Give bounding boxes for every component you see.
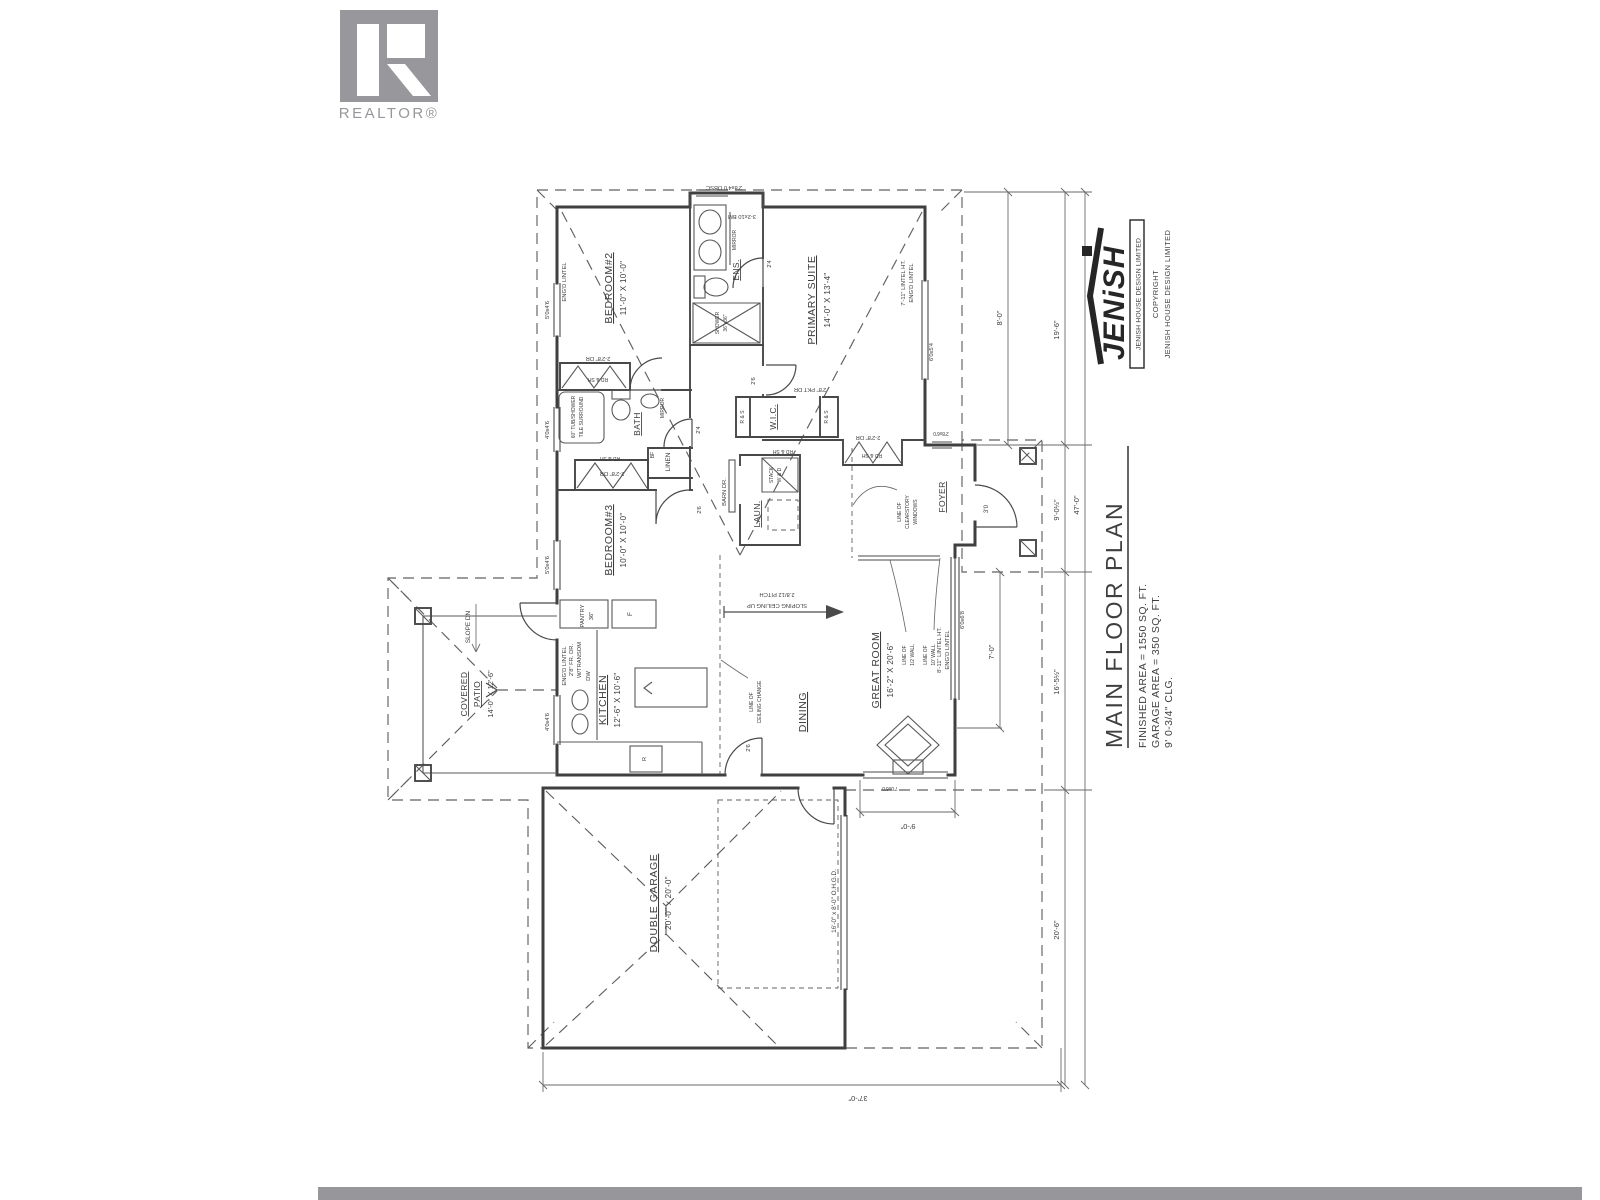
room-label-laundry: LAUN. xyxy=(752,500,762,528)
room-label-wic: W.I.C. xyxy=(768,404,778,430)
french-door-label-2: W/TRANSOM xyxy=(577,641,583,679)
closet-door-label-b2: 2-2'8" DR xyxy=(585,355,611,361)
door-size-ens: 2'4 xyxy=(767,260,773,268)
lintel-label-great-1: 8'-11" LINTEL HT. xyxy=(937,627,943,673)
stack-wd-label-2: W & D xyxy=(777,467,783,483)
room-size-garage: 20'-0" x 20'-0" xyxy=(664,876,673,930)
mirror-label-bath: MIRROR xyxy=(660,397,666,419)
tub-label-2: TILE SURROUND xyxy=(579,396,585,438)
dim-8-0: 8'-0" xyxy=(995,310,1004,326)
french-door-label-1: 2'8" FR. DR. xyxy=(569,643,575,677)
door-size-bath: 2'4 xyxy=(696,426,702,434)
room-label-bedroom2: BEDROOM#2 xyxy=(603,252,615,324)
realtor-label: REALTOR® xyxy=(338,105,440,122)
fridge-label: F xyxy=(627,612,634,616)
dim-7-0: 7'-0" xyxy=(987,644,996,660)
room-label-patio-2: PATIO xyxy=(472,680,482,708)
dim-19-6: 19'-6" xyxy=(1052,320,1061,340)
room-size-patio: 14'-0" X 12'-6" xyxy=(486,670,495,718)
shower-label-1: SHOWER xyxy=(715,311,721,335)
room-labels xyxy=(459,252,947,952)
window-size-foyer: 2'8x6'0 xyxy=(933,430,949,436)
sloping-ceiling-label-1: 2.8/12 PITCH xyxy=(759,591,795,597)
dim-37-0: 37'-0" xyxy=(848,1094,868,1103)
clearstory-label-1: LINE OF xyxy=(897,502,903,522)
room-size-primary: 14'-0" X 13'-4" xyxy=(823,272,832,328)
mirror-label-ens: MIRROR xyxy=(732,229,738,251)
dim-16-5-half: 16'-5½" xyxy=(1052,669,1061,695)
ceiling-change-label-1: LINE OF xyxy=(749,692,755,712)
ceiling-change-label-2: CEILING CHANGE xyxy=(757,680,763,724)
copyright-line-1: COPYRIGHT xyxy=(1151,269,1160,319)
room-size-bedroom2: 11'-0" X 10'-0" xyxy=(619,260,628,316)
jenish-logo-block xyxy=(1082,220,1172,368)
room-size-great-room: 16'-2" X 20'-6" xyxy=(886,642,895,698)
plan-title: MAIN FLOOR PLAN xyxy=(1101,500,1127,748)
clearstory-label-2: CLEARSTORY xyxy=(905,495,911,529)
realtor-logo-icon xyxy=(340,10,438,102)
dimension-labels xyxy=(848,310,1081,1103)
lintel-label-bed2: ENG'D LINTEL xyxy=(562,262,568,302)
plan-title-block xyxy=(1101,446,1175,748)
pantry-label: PANTRY xyxy=(580,604,586,628)
room-label-dining: DINING xyxy=(797,691,809,733)
window-size-kitchen: 4'0x4'6 xyxy=(545,712,551,732)
jenish-logo-subtext: JENISH HOUSE DESIGN LIMITED xyxy=(1135,237,1143,351)
window-size-great-tall: 6'0x6'8 xyxy=(960,610,966,630)
dim-9-0-half: 9'-0½" xyxy=(1052,499,1061,521)
lintel-label-great-2: ENG'D LINTEL xyxy=(945,630,951,670)
room-size-kitchen: 12'-6" X 10'-6" xyxy=(613,672,622,728)
room-label-foyer: FOYER xyxy=(937,481,947,513)
bifold-label-linen: BF xyxy=(650,451,656,459)
scan-edge-strip xyxy=(318,1187,1582,1200)
door-size-bedroom3: 2'6 xyxy=(697,506,703,514)
window-size-great-bottom: 7'0x6'0 xyxy=(882,785,898,791)
ten-wall-label-1: LINE OF xyxy=(923,645,929,665)
window-size-primary: 6'0x5'4 xyxy=(929,342,935,362)
door-swings xyxy=(520,258,1017,824)
room-label-garage: DOUBLE GARAGE xyxy=(648,853,660,953)
lintel-label-primary-1: 7'-11" LINTEL HT. xyxy=(901,260,907,306)
slope-dn-label: SLOPE DN xyxy=(465,610,472,644)
pocket-door-label: 2'8" PKT DR xyxy=(793,386,827,392)
room-label-ensuite: ENS. xyxy=(731,259,741,281)
half-wall-label-1: LINE OF xyxy=(902,645,908,665)
rs-label-left: R & S xyxy=(740,410,746,424)
ceiling-height-text: 9' 0-3/4" CLG. xyxy=(1163,676,1175,748)
garage-door-label: 16'-0" x 8'-0" O.H.G.D. xyxy=(831,869,838,933)
jenish-logo-text: JENiSH xyxy=(1098,245,1131,360)
dishwasher-label: DW xyxy=(586,671,592,681)
dim-20-6: 20'-6" xyxy=(1052,920,1061,940)
garage-area-text: GARAGE AREA = 350 SQ. FT. xyxy=(1150,594,1162,748)
finished-area-text: FINISHED AREA = 1550 SQ. FT. xyxy=(1137,583,1149,748)
room-size-bedroom3: 10'-0" X 10'-0" xyxy=(619,512,628,568)
room-label-primary: PRIMARY SUITE xyxy=(806,255,818,345)
stack-wd-label-1: STACK xyxy=(769,466,775,484)
door-size-dining: 2'6 xyxy=(746,744,752,752)
pantry-size-label: 36" xyxy=(589,611,595,621)
door-size-primary: 2'6 xyxy=(751,377,757,385)
half-wall-label-2: 1/2 WALL xyxy=(910,644,916,666)
room-label-bedroom3: BEDROOM#3 xyxy=(603,504,615,576)
closet-door-label-primary: 2-2'8" DR xyxy=(855,434,881,440)
ten-wall-label-2: 10' WALL xyxy=(931,644,937,666)
rod-shelf-label-primary: RD & SH xyxy=(861,452,883,458)
tub-label-1: 60" TUB/SHOWER xyxy=(571,395,577,439)
room-label-kitchen: KITCHEN xyxy=(597,674,609,726)
rs-label-right: R & S xyxy=(824,410,830,424)
sloping-ceiling-label-2: SLOPING CEILING UP xyxy=(746,602,808,608)
copyright-line-2: JENISH HOUSE DESIGN LIMITED xyxy=(1163,229,1172,359)
beam-label: 3-2x10 BM xyxy=(727,213,757,219)
rod-shelf-label-b3: RD & SH xyxy=(599,455,621,461)
clearstory-label-3: WINDOWS xyxy=(913,499,919,525)
window-size-bath: 4'0x4'6 xyxy=(545,420,551,440)
dim-9-0: 9'-0" xyxy=(900,822,916,831)
rod-shelf-label-b2: RD & SH xyxy=(587,376,609,382)
closet-door-label-b3: 2-2'8" DR xyxy=(599,470,625,476)
lintel-label-kitchen: ENG'D LINTEL xyxy=(562,646,568,686)
room-label-patio-1: COVERED xyxy=(459,671,469,717)
rod-shelf-label-wic: RD & SH xyxy=(772,448,794,454)
room-label-bath: BATH xyxy=(632,412,642,436)
window-size-bed3: 5'0x4'6 xyxy=(545,555,551,575)
range-label: R xyxy=(642,756,648,762)
dim-47-0: 47'-0" xyxy=(1072,495,1081,515)
shower-label-2: 36"x36" xyxy=(723,314,729,332)
room-label-linen: LINEN xyxy=(665,452,672,472)
window-size-ens-obscure: 2'8x4'0 OBSC xyxy=(705,184,743,190)
window-size-bed2: 5'0x4'6 xyxy=(545,300,551,320)
jenish-chimney-icon xyxy=(1082,246,1092,256)
barn-door-label: BARN DR. xyxy=(722,478,728,506)
room-label-great-room: GREAT ROOM xyxy=(870,631,882,709)
door-size-foyer: 3'0 xyxy=(983,504,990,514)
lintel-label-primary-2: ENG'D LINTEL xyxy=(909,263,915,303)
